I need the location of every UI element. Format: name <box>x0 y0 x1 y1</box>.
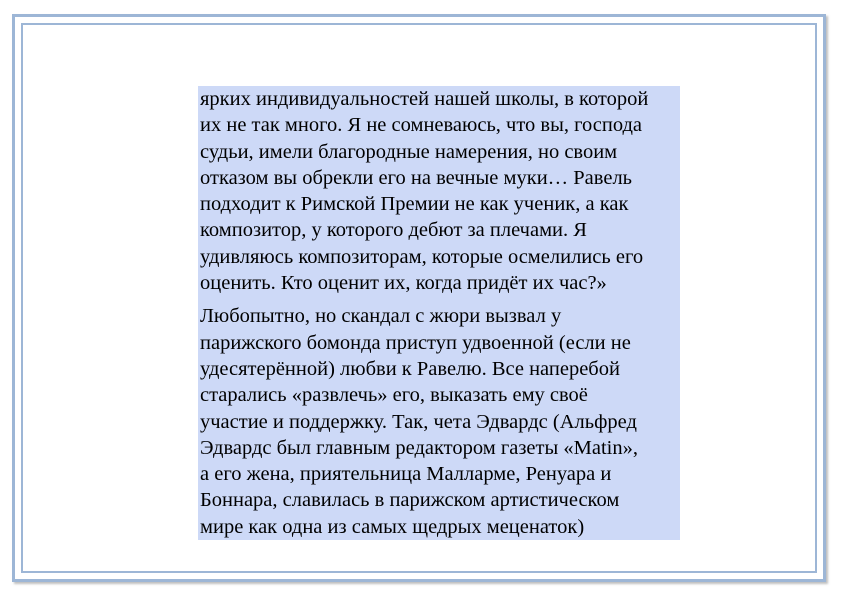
paragraph-2: Любопытно, но скандал с жюри вызвал у парижского бомонда приступ удвоенной (если не удесятерённой) любви к Равелю. Все наперебой старались «развлечь» его, выказать ему своё участие и поддержку. Так, чета Эдвардс (Альфред Эдвардс был главным редактором газеты «Matin», а его жена, приятельница Малларме, Ренуара и Боннара, славилась в парижском артистическом мире как одна из самых щедрых меценаток) <box>200 305 638 538</box>
paragraph-1: ярких индивидуальностей нашей школы, в которой их не так много. Я не сомневаюсь, что вы, господа судьи, имели благородные намерения, но своим отказом вы обрекли его на вечные муки… Равель подходит к Римской Премии не как ученик, а как композитор, у которого дебют за плечами. Я удивляюсь композиторам, которые осмелились его оценить. Кто оценит их, когда придёт их час?» <box>200 88 649 295</box>
text-box <box>198 86 680 540</box>
